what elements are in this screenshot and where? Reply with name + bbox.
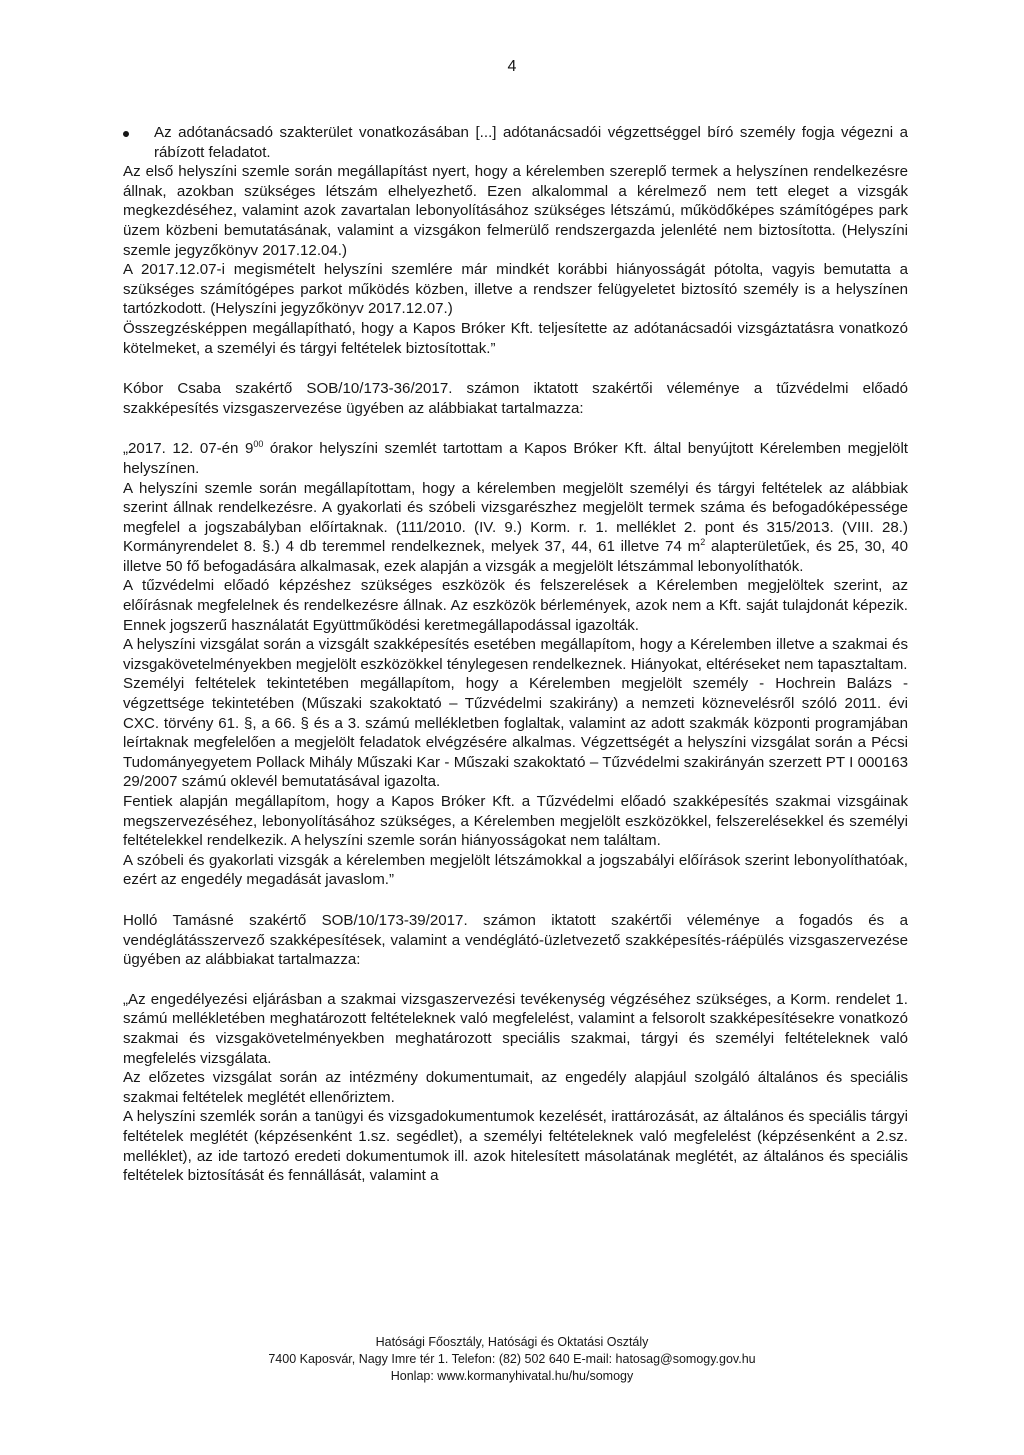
spacer xyxy=(123,358,908,379)
footer-website: Honlap: www.kormanyhivatal.hu/hu/somogy xyxy=(390,1369,634,1383)
bullet-text: Az adótanácsadó szakterület vonatkozásában [...] adótanácsadói végzettséggel bíró személy fogja végezni a rábízott feladatot. xyxy=(154,124,908,161)
paragraph-kobor-intro: Kóbor Csaba szakértő SOB/10/173-36/2017. számon iktatott szakértői véleménye a tűzvédelmi előadó szakképesítés vizsgaszervezése ügyében az alábbiakat tartalmazza: xyxy=(123,380,908,417)
document-body xyxy=(123,123,908,1186)
spacer xyxy=(123,890,908,911)
footer-department: Hatósági Főosztály, Hatósági és Oktatási Osztály xyxy=(375,1335,649,1349)
paragraph-first-inspection: Az első helyszíni szemle során megállapítást nyert, hogy a kérelemben szereplő termek a helyszínen rendelkezésre állnak, azokban szükséges létszám elhelyezhető. Ezen alkalommal a kérelmező nem tett eleget a vizsgák megkezdéséhez, valamint azok zavartalan lebonyolításához szükséges létszámú, működőképes számítógépes park üzem közbeni bemutatásának, valamint a vizsgákon felmerülő rendszergazda jelenlété nem biztosította. (Helyszíni szemle jegyzőkönyv 2017.12.04.) xyxy=(123,163,908,259)
page-number: 4 xyxy=(507,58,517,75)
paragraph-kobor-5: Személyi feltételek tekintetében megállapítom, hogy a Kérelemben megjelölt személy - Hochrein Balázs - végzettsége tekintetében (Műszaki szakoktató – Tűzvédelmi szakirány) a nemzeti köznevelésről szóló 2011. évi CXC. törvény 61. §, a 66. § és a 3. számú mellékletben foglaltak, valamint az adott szakmák központi programjában leírtaknak megfelelően a megjelölt feladatok elvégzésére alkalmas. Végzettségét a helyszíni vizsgálat során a Pécsi Tudományegyetem Pollack Mihály Műszaki Kar - Műszaki szakoktató – Tűzvédelmi szakirányán szerzett PT I 000163 29/2007 számú oklevél bemutatásával igazolta. xyxy=(123,675,908,791)
text-fragment: alapterületűek, és 25, 30, 40 illetve 50 fő befogadására alkalmasak, ezek alapján a vizsgák a megjelölt létszámmal lebonyolíthatók. xyxy=(123,538,908,575)
paragraph-kobor-3: A tűzvédelmi előadó képzéshez szükséges eszközök és felszerelések a Kérelemben megjelöltek szerint, az előírásnak megfelelnek és rendelkezésre állnak. Az eszközök bérlemények, azok nem a Kft. saját tulajdonát képezik. Ennek jogszerű használatát Együttműködési keretmegállapodással igazolták. xyxy=(123,577,908,634)
paragraph-hollo-intro: Holló Tamásné szakértő SOB/10/173-39/2017. számon iktatott szakértői véleménye a fogadós és a vendéglátásszervező szakképesítések, valamint a vendéglátó-üzletvezető szakképesítés-ráépülés vizsgaszervezése ügyében az alábbiakat tartalmazza: xyxy=(123,911,908,969)
paragraph-summary: Összegzésképpen megállapítható, hogy a Kapos Bróker Kft. teljesítette az adótanácsadói vizsgáztatásra vonatkozó kötelmeket, a személyi és tárgyi feltételek biztosítottak.” xyxy=(123,319,908,357)
text-fragment: „2017. 12. 07-én 9 xyxy=(123,440,254,458)
paragraph-kobor-6: Fentiek alapján megállapítom, hogy a Kapos Bróker Kft. a Tűzvédelmi előadó szakképesítés szakmai vizsgáinak megszervezéséhez, lebonyolításához szükséges, a Kérelemben megjelölt eszközökkel, felszerelésekkel és személyi feltételekkel rendelkezik. A helyszíni szemle során hiányosságokat nem találtam. xyxy=(123,793,908,850)
text-fragment: órakor helyszíni szemlét tartottam a Kapos Bróker Kft. által benyújtott Kérelemben megjelölt helyszínen. xyxy=(123,440,908,477)
spacer xyxy=(123,418,908,439)
paragraph-hollo-1: „Az engedélyezési eljárásban a szakmai vizsgaszervezési tevékenység végzéséhez szükséges, a Korm. rendelet 1. számú mellékletében meghatározott feltételeknek való megfelelést, valamint a felsorolt szakképesítésekre vonatkozó szakmai és vizsgakövetelményekben meghatározott speciális szakmai, tárgyi és személyi feltételeknek való megfelelés vizsgálata. xyxy=(123,990,908,1067)
paragraph-hollo-2: Az előzetes vizsgálat során az intézmény dokumentumait, az engedély alapjául szolgáló általános és speciális szakmai feltételek meglétét ellenőriztem. xyxy=(123,1069,908,1106)
spacer xyxy=(123,970,908,990)
text-fragment: A helyszíni szemle során megállapítottam, hogy a kérelemben megjelölt személyi és tárgyi feltételek az alábbiak szerint állnak rendelkezésre. A gyakorlati és szóbeli vizsgarészhez megjelölt termek száma és befogadóképessége megfelel a jogszabályban előírtaknak. (111/2010. (IV. 9.) Korm. r. 1. melléklet 2. pont és 315/2013. (VIII. 28.) Kormányrendelet 8. §.) 4 db teremmel rendelkeznek, melyek 37, 44, 61 illetve 74 m xyxy=(123,479,908,556)
paragraph-kobor-7: A szóbeli és gyakorlati vizsgák a kérelemben megjelölt létszámokkal a jogszabályi előírások szerint lebonyolíthatóak, ezért az engedély megadását javaslom.” xyxy=(123,851,908,889)
paragraph-kobor-2 xyxy=(123,479,908,577)
superscript: 00 xyxy=(253,439,264,450)
paragraph-kobor-4: A helyszíni vizsgálat során a vizsgált szakképesítés esetében megállapítom, hogy a Kérelemben illetve a szakmai és vizsgakövetelményekben megjelölt eszközökkel ténylegesen rendelkeznek. Hiányokat, eltéréseket nem tapasztaltam. xyxy=(123,636,908,673)
paragraph-hollo-3: A helyszíni szemlék során a tanügyi és vizsgadokumentumok kezelését, irattározását, az általános és speciális tárgyi feltételek meglétét (képzésenként 1.sz. segédlet), a személyi feltételeknek való megfelelést (képzésenként a 2.sz. melléklet), az ide tartozó eredeti dokumentumok ill. azok hitelesített másolatának meglétét, az általános és speciális feltételek biztosítását és fennállását, valamint a xyxy=(123,1108,908,1185)
page-footer xyxy=(0,1334,1024,1385)
bullet-dot-icon xyxy=(123,131,129,137)
footer-contact: 7400 Kaposvár, Nagy Imre tér 1. Telefon: (82) 502 640 E-mail: hatosag@somogy.gov.hu xyxy=(268,1352,756,1366)
paragraph-repeat-inspection: A 2017.12.07-i megismételt helyszíni szemlére már mindkét korábbi hiányosságát pótolta, vagyis bemutatta a szükséges számítógépes parkot működés közben, illetve a rendszer felügyeletet biztosító személy is a helyszínen tartózkodott. (Helyszíni jegyzőkönyv 2017.12.07.) xyxy=(123,261,908,318)
superscript: 2 xyxy=(700,537,706,548)
bullet-item xyxy=(123,123,908,162)
paragraph-kobor-1 xyxy=(123,439,908,478)
